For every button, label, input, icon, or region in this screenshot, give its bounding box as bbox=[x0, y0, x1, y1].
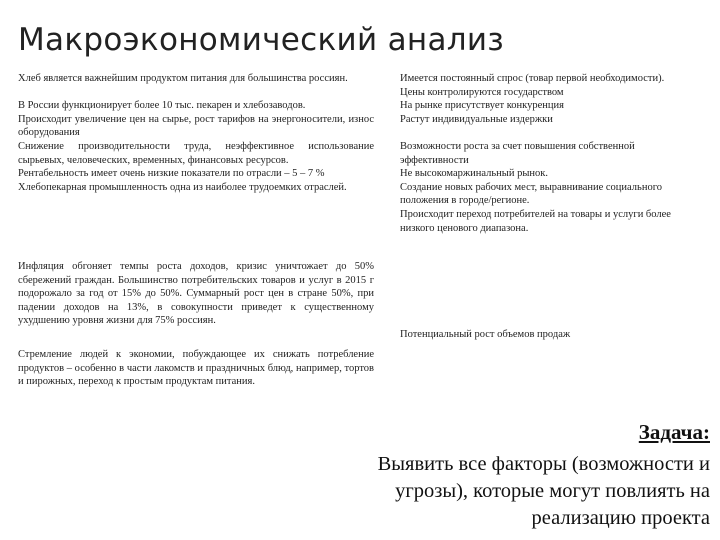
analysis-row bbox=[18, 348, 690, 408]
factor-text: На рынке присутствует конкуренция bbox=[400, 100, 564, 112]
factor-text: Потенциальный рост объемов продаж bbox=[400, 329, 571, 341]
factor-text: Не высокомаржинальный рынок. bbox=[400, 168, 548, 180]
task-heading: Задача: bbox=[638, 420, 710, 444]
analysis-row bbox=[18, 260, 690, 348]
opportunities-column bbox=[400, 72, 690, 260]
factor-text: Хлеб является важнейшим продуктом питания для большинства россиян. bbox=[18, 73, 348, 84]
threats-column bbox=[18, 72, 374, 260]
analysis-row bbox=[18, 72, 690, 260]
spacer bbox=[18, 86, 374, 100]
spacer bbox=[400, 126, 690, 140]
slide-title: Макроэкономический анализ bbox=[18, 22, 505, 58]
factor-text: Снижение производительности труда, неэффективное использование сырьевых, человеческих, временных, финансовых ресурсов. bbox=[18, 140, 374, 166]
threats-column bbox=[18, 348, 374, 408]
factor-text: Создание новых рабочих мест, выравнивание социального положения в городе/регионе. bbox=[400, 181, 662, 207]
opportunities-column bbox=[400, 260, 690, 348]
factor-text: Растут индивидуальные издержки bbox=[400, 113, 553, 125]
factor-text: Хлебопекарная промышленность одна из наиболее трудоемких отраслей. bbox=[18, 181, 347, 193]
factor-text: Рентабельность имеет очень низкие показатели по отрасли – 5 – 7 % bbox=[18, 168, 325, 180]
factor-text: Цены контролируются государством bbox=[400, 86, 564, 98]
factor-text: Возможности роста за счет повышения собственной эффективности bbox=[400, 140, 635, 166]
task-block bbox=[330, 420, 710, 532]
factor-text: Происходит увеличение цен на сырье, рост тарифов на энергоносители, износ оборудования bbox=[18, 113, 374, 139]
factor-text: Происходит переход потребителей на товары и услуги более низкого ценового диапазона. bbox=[400, 208, 671, 234]
factor-text: Стремление людей к экономии, побуждающее их снижать потребление продуктов – особенно в части лакомств и праздничных блюд, например, тортов и пирожных, переход к простым продуктам питания. bbox=[18, 349, 374, 388]
factor-text: В России функционирует более 10 тыс. пекарен и хлебозаводов. bbox=[18, 100, 306, 112]
threats-column bbox=[18, 260, 374, 348]
factor-text: Инфляция обгоняет темпы роста доходов, кризис уничтожает до 50% сбережений граждан. Большинство потребительских товаров и услуг в 2015 г подорожало за год от 15% до 50%. Суммарный рост цен в стране 50%, при падении доходов на 13%, в совокупности приведет к существенному ухудшению уровня жизни для 75% россиян. bbox=[18, 261, 374, 327]
factor-text: Имеется постоянный спрос (товар первой необходимости). bbox=[400, 73, 665, 84]
analysis-table bbox=[18, 72, 690, 408]
task-text: Выявить все факторы (возможности и угрозы), которые могут повлиять на реализацию проекта bbox=[377, 453, 710, 529]
opportunities-column bbox=[400, 348, 690, 408]
